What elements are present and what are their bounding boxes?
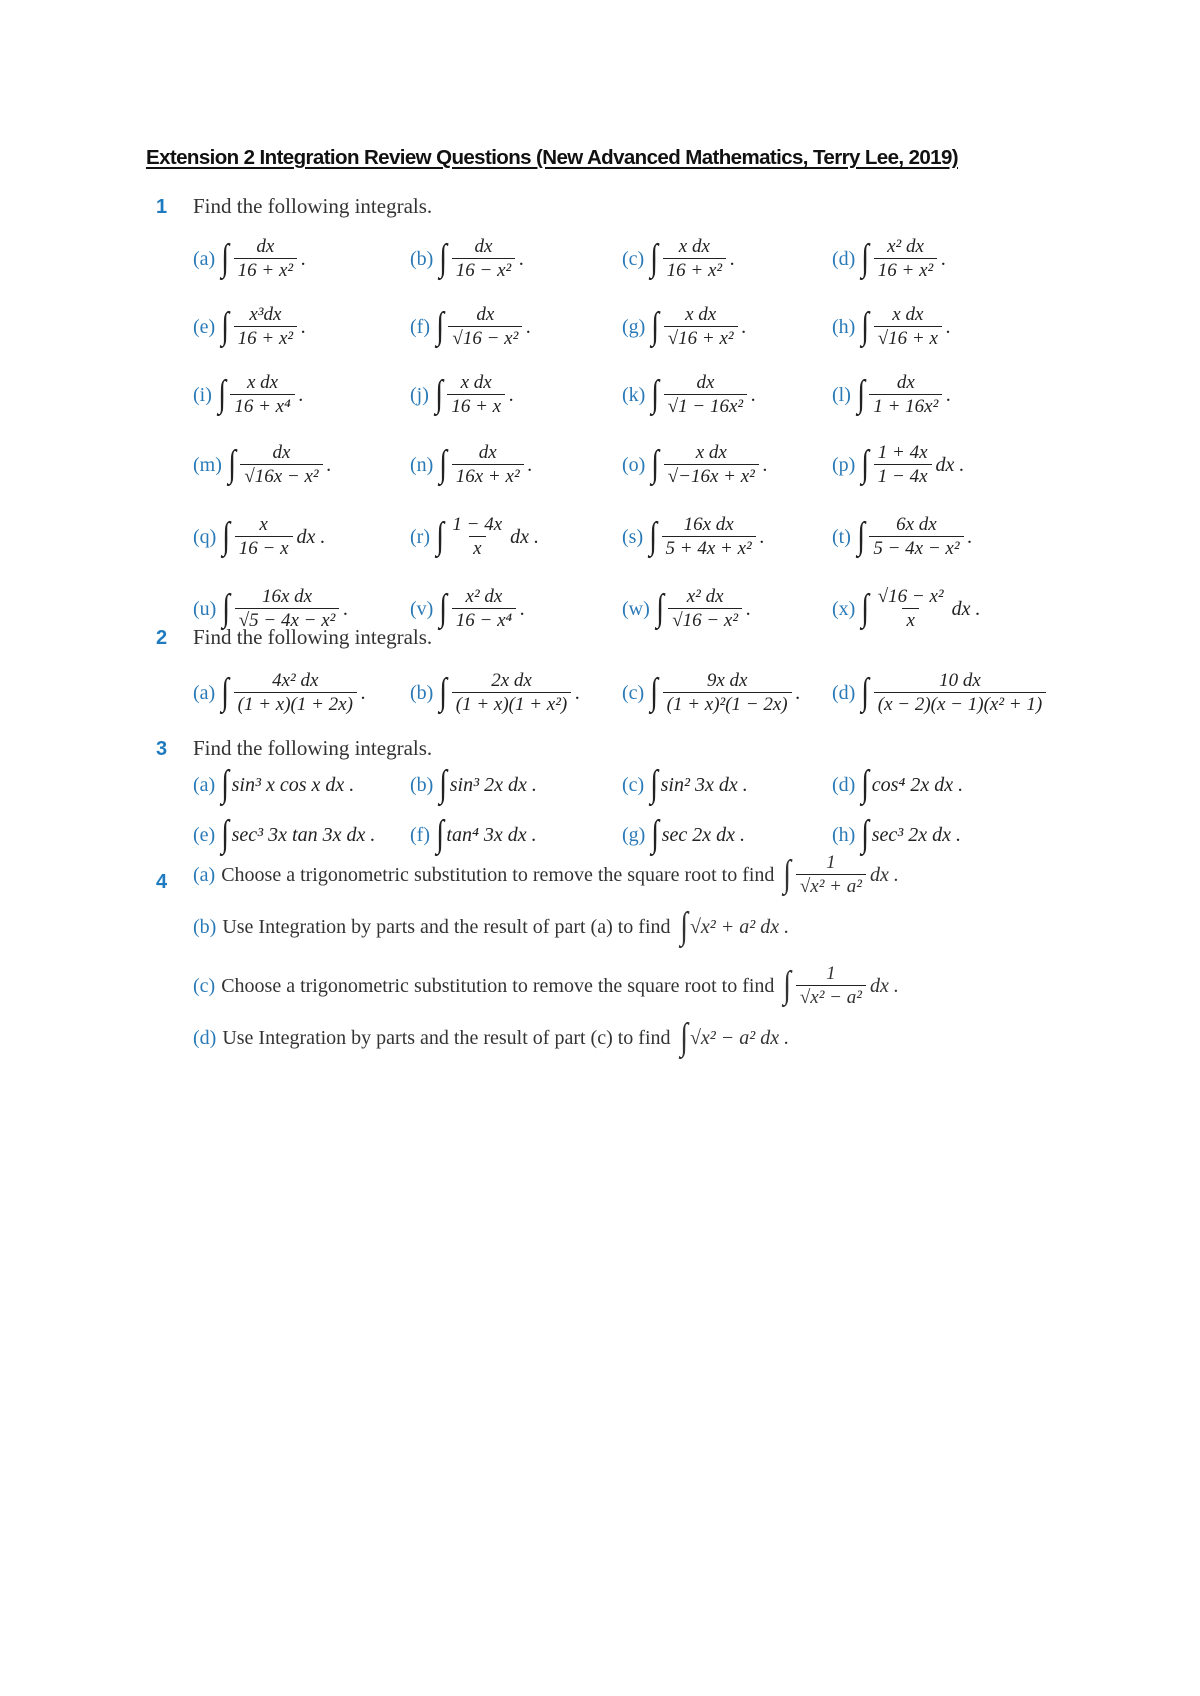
integral-item xyxy=(410,670,580,717)
denominator: 16x + x² xyxy=(452,464,524,489)
integral-item xyxy=(622,586,751,633)
integral-sign-icon: ∫ xyxy=(651,813,660,855)
fraction xyxy=(874,304,942,351)
integral-sign-icon: ∫ xyxy=(222,515,231,558)
trailing-text: . xyxy=(527,453,533,476)
trailing-text: . xyxy=(741,315,747,338)
item-label: (i) xyxy=(193,383,212,406)
integral-sign-icon: ∫ xyxy=(221,305,230,348)
trailing-text: . xyxy=(298,383,304,406)
integral-sign-icon: ∫ xyxy=(857,373,866,416)
part-label: (c) xyxy=(193,974,216,997)
trailing-text: . xyxy=(360,681,366,704)
part-text: Choose a trigonometric substitution to remove the square root to find xyxy=(221,863,775,886)
question-3-prompt: Find the following integrals. xyxy=(193,736,433,760)
fraction xyxy=(869,514,963,561)
denominator: x xyxy=(469,536,485,561)
item-label: (c) xyxy=(622,773,645,796)
integrand: cos⁴ 2x dx . xyxy=(871,773,964,796)
integral-sign-icon: ∫ xyxy=(861,813,870,855)
integral-sign-icon: ∫ xyxy=(218,373,227,416)
item-label: (l) xyxy=(832,383,851,406)
integrand: sec³ 2x dx . xyxy=(871,823,962,846)
item-label: (a) xyxy=(193,773,216,796)
item-label: (g) xyxy=(622,315,646,338)
integral-item xyxy=(622,372,756,419)
integral-sign-icon: ∫ xyxy=(221,671,230,714)
numerator: 16x dx xyxy=(262,586,313,607)
denominator: √5 − 4x − x² xyxy=(235,608,340,633)
item-label: (j) xyxy=(410,383,429,406)
denominator: √16 − x² xyxy=(668,608,742,633)
integral-sign-icon: ∫ xyxy=(439,443,448,486)
integral-item xyxy=(832,236,946,283)
numerator: 1 + 4x xyxy=(877,442,928,463)
question-2-number: 2 xyxy=(156,627,168,649)
item-label: (b) xyxy=(410,681,434,704)
integral-sign-icon: ∫ xyxy=(783,964,792,1007)
integrand: √x² + a² dx . xyxy=(689,915,790,938)
trailing-text: . xyxy=(795,681,801,704)
fraction xyxy=(234,236,297,283)
trailing-text: . xyxy=(759,525,765,548)
fraction xyxy=(663,670,792,717)
page-title: Extension 2 Integration Review Questions (New Advanced Mathematics, Terry Lee, 2019) xyxy=(146,146,959,169)
item-label: (f) xyxy=(410,823,430,846)
fraction xyxy=(796,852,866,899)
numerator: √16 − x² xyxy=(877,586,944,607)
fraction xyxy=(874,236,937,283)
numerator: dx xyxy=(478,442,497,463)
trailing-text: . xyxy=(946,383,952,406)
integral-item xyxy=(193,372,304,419)
trailing-text: . xyxy=(751,383,757,406)
item-label: (d) xyxy=(832,247,856,270)
fraction xyxy=(668,586,742,633)
fraction xyxy=(662,514,756,561)
integral-sign-icon: ∫ xyxy=(222,587,231,630)
item-label: (p) xyxy=(832,453,856,476)
numerator: dx xyxy=(272,442,291,463)
question-4-part xyxy=(193,963,899,1010)
item-label: (k) xyxy=(622,383,646,406)
fraction xyxy=(448,514,506,561)
denominator: 16 + x² xyxy=(663,258,726,283)
integral-sign-icon: ∫ xyxy=(651,443,660,486)
question-2-prompt: Find the following integrals. xyxy=(193,625,433,649)
integral-sign-icon: ∫ xyxy=(649,515,658,558)
integral-item xyxy=(410,514,539,561)
integral-sign-icon: ∫ xyxy=(436,813,445,855)
denominator: √x² + a² xyxy=(796,874,866,899)
denominator: 16 + x xyxy=(447,394,505,419)
fraction xyxy=(874,670,1046,717)
integral-item xyxy=(193,236,306,283)
trailing-text: dx . xyxy=(296,525,326,548)
numerator: x dx xyxy=(678,236,710,257)
integral-item xyxy=(410,813,537,855)
part-label: (a) xyxy=(193,863,216,886)
integral-sign-icon: ∫ xyxy=(656,587,664,630)
item-label: (u) xyxy=(193,597,217,620)
item-label: (b) xyxy=(410,773,434,796)
trailing-text: . xyxy=(343,597,349,620)
item-label: (v) xyxy=(410,597,434,620)
fraction xyxy=(874,442,932,489)
fraction xyxy=(664,442,759,489)
numerator: 1 xyxy=(826,963,836,984)
integral-item xyxy=(832,372,951,419)
fraction xyxy=(452,236,515,283)
integral-sign-icon: ∫ xyxy=(861,587,870,630)
integral-sign-icon: ∫ xyxy=(439,587,448,630)
numerator: 4x² dx xyxy=(272,670,319,691)
denominator: 16 + x² xyxy=(234,258,297,283)
integrand: tan⁴ 3x dx . xyxy=(446,823,537,846)
denominator: 1 − 4x xyxy=(874,464,932,489)
integral-item xyxy=(410,372,514,419)
item-label: (c) xyxy=(622,681,645,704)
fraction xyxy=(234,670,357,717)
item-label: (c) xyxy=(622,247,645,270)
integrand: √x² − a² dx . xyxy=(689,1026,790,1049)
fraction xyxy=(448,304,522,351)
denominator: (1 + x)(1 + 2x) xyxy=(234,692,357,717)
item-label: (w) xyxy=(622,597,650,620)
item-label: (r) xyxy=(410,525,430,548)
integrand: sec³ 3x tan 3x dx . xyxy=(231,823,376,846)
item-label: (d) xyxy=(832,773,856,796)
integrand: sin³ x cos x dx . xyxy=(231,773,355,796)
integral-item xyxy=(622,813,746,855)
item-label: (e) xyxy=(193,315,216,338)
numerator: x² dx xyxy=(887,236,924,257)
integral-sign-icon: ∫ xyxy=(650,763,659,805)
numerator: 9x dx xyxy=(706,670,748,691)
integrand: sin² 3x dx . xyxy=(660,773,748,796)
trailing-text: . xyxy=(301,247,307,270)
trailing-text: . xyxy=(520,597,526,620)
question-4-part xyxy=(193,852,899,899)
item-label: (s) xyxy=(622,525,644,548)
integral-item xyxy=(622,670,801,717)
integral-item xyxy=(832,586,981,633)
fraction xyxy=(447,372,505,419)
trailing-text: . xyxy=(967,525,973,548)
integral-sign-icon: ∫ xyxy=(861,305,870,348)
integral-sign-icon: ∫ xyxy=(439,671,448,714)
denominator: √x² − a² xyxy=(796,985,866,1010)
denominator: √16 + x xyxy=(874,326,942,351)
integral-sign-icon: ∫ xyxy=(651,373,660,416)
numerator: 16x dx xyxy=(683,514,734,535)
numerator: dx xyxy=(256,236,275,257)
item-label: (f) xyxy=(410,315,430,338)
integral-item xyxy=(410,304,531,351)
part-label: (b) xyxy=(193,915,217,938)
fraction xyxy=(452,670,572,717)
integral-item xyxy=(622,236,735,283)
part-label: (d) xyxy=(193,1026,217,1049)
integral-sign-icon: ∫ xyxy=(861,443,870,486)
fraction xyxy=(452,442,524,489)
integral-sign-icon: ∫ xyxy=(436,515,445,558)
numerator: x³dx xyxy=(249,304,282,325)
integral-item xyxy=(832,514,973,561)
trailing-text: . xyxy=(519,247,525,270)
trailing-text: . xyxy=(945,315,951,338)
integral-sign-icon: ∫ xyxy=(436,305,445,348)
integral-sign-icon: ∫ xyxy=(650,671,659,714)
fraction xyxy=(874,586,948,633)
trailing-text: dx . xyxy=(510,525,540,548)
trailing-text: dx . xyxy=(935,453,965,476)
integral-sign-icon: ∫ xyxy=(439,763,448,805)
integral-sign-icon: ∫ xyxy=(439,237,448,280)
trailing-text: dx . xyxy=(951,597,981,620)
trailing-text: . xyxy=(762,453,768,476)
integral-item xyxy=(832,813,962,855)
numerator: 1 − 4x xyxy=(452,514,503,535)
integral-sign-icon: ∫ xyxy=(435,373,444,416)
numerator: dx xyxy=(474,236,493,257)
integral-item xyxy=(193,514,325,561)
integral-item xyxy=(832,442,964,489)
numerator: 1 xyxy=(826,852,836,873)
denominator: 16 − x xyxy=(235,536,293,561)
numerator: x dx xyxy=(685,304,717,325)
integral-item xyxy=(410,763,537,805)
numerator: dx xyxy=(696,372,715,393)
part-text: Choose a trigonometric substitution to remove the square root to find xyxy=(221,974,775,997)
denominator: 16 + x² xyxy=(234,326,297,351)
trailing-text: . xyxy=(746,597,752,620)
question-1-prompt: Find the following integrals. xyxy=(193,194,433,218)
trailing-text: . xyxy=(509,383,515,406)
fraction xyxy=(796,963,866,1010)
trailing-text: dx . xyxy=(869,974,899,997)
integral-sign-icon: ∫ xyxy=(221,237,230,280)
fraction xyxy=(664,372,747,419)
item-label: (x) xyxy=(832,597,856,620)
numerator: 10 dx xyxy=(939,670,981,691)
fraction xyxy=(240,442,322,489)
item-label: (h) xyxy=(832,823,856,846)
denominator: 16 + x² xyxy=(874,258,937,283)
trailing-text: . xyxy=(301,315,307,338)
denominator: (1 + x)(1 + x²) xyxy=(452,692,572,717)
item-label: (e) xyxy=(193,823,216,846)
integral-sign-icon: ∫ xyxy=(857,515,866,558)
denominator: 16 − x² xyxy=(452,258,515,283)
integral-sign-icon: ∫ xyxy=(650,237,659,280)
integral-item xyxy=(410,236,524,283)
numerator: x dx xyxy=(892,304,924,325)
denominator: √16x − x² xyxy=(240,464,322,489)
fraction xyxy=(234,304,297,351)
denominator: 5 + 4x + x² xyxy=(662,536,756,561)
fraction xyxy=(664,304,738,351)
integral-item xyxy=(622,763,748,805)
denominator: √16 − x² xyxy=(448,326,522,351)
trailing-text: dx . xyxy=(869,863,899,886)
trailing-text: . xyxy=(730,247,736,270)
integral-item xyxy=(832,670,1048,717)
item-label: (a) xyxy=(193,247,216,270)
item-label: (b) xyxy=(410,247,434,270)
numerator: x dx xyxy=(246,372,279,393)
question-4-part xyxy=(193,905,790,947)
integral-item xyxy=(193,670,366,717)
item-label: (h) xyxy=(832,315,856,338)
question-1-number: 1 xyxy=(156,196,168,218)
item-label: (t) xyxy=(832,525,851,548)
fraction xyxy=(230,372,294,419)
trailing-text: . xyxy=(526,315,532,338)
denominator: √1 − 16x² xyxy=(664,394,747,419)
integral-item xyxy=(622,514,765,561)
numerator: x² dx xyxy=(686,586,724,607)
item-label: (g) xyxy=(622,823,646,846)
fraction xyxy=(452,586,516,633)
item-label: (o) xyxy=(622,453,646,476)
fraction xyxy=(235,514,293,561)
fraction xyxy=(869,372,942,419)
trailing-text: . xyxy=(941,247,947,270)
numerator: 2x dx xyxy=(491,670,532,691)
item-label: (a) xyxy=(193,681,216,704)
numerator: dx xyxy=(896,372,915,393)
integral-sign-icon: ∫ xyxy=(861,671,870,714)
integral-sign-icon: ∫ xyxy=(228,443,237,486)
part-text: Use Integration by parts and the result of part (a) to find xyxy=(222,915,671,938)
integrand: sec 2x dx . xyxy=(661,823,746,846)
item-label: (n) xyxy=(410,453,434,476)
integral-sign-icon: ∫ xyxy=(221,813,230,855)
trailing-text: . xyxy=(326,453,332,476)
question-4-part xyxy=(193,1016,790,1058)
denominator: x xyxy=(902,608,918,633)
part-text: Use Integration by parts and the result of part (c) to find xyxy=(222,1026,671,1049)
question-3-number: 3 xyxy=(156,738,168,760)
integrand: sin³ 2x dx . xyxy=(449,773,537,796)
trailing-text: . xyxy=(575,681,581,704)
integral-item xyxy=(193,442,332,489)
integral-item xyxy=(410,442,533,489)
integral-item xyxy=(832,304,951,351)
numerator: x² dx xyxy=(465,586,503,607)
numerator: x dx xyxy=(460,372,492,393)
denominator: √−16x + x² xyxy=(664,464,759,489)
denominator: 1 + 16x² xyxy=(869,394,942,419)
integral-item xyxy=(832,763,964,805)
fraction xyxy=(663,236,726,283)
integral-sign-icon: ∫ xyxy=(861,237,870,280)
integral-item xyxy=(622,304,747,351)
integral-sign-icon: ∫ xyxy=(679,1016,688,1058)
integral-sign-icon: ∫ xyxy=(679,905,688,947)
question-4-number: 4 xyxy=(156,871,168,893)
integral-item xyxy=(622,442,768,489)
integral-sign-icon: ∫ xyxy=(651,305,660,348)
denominator: 5 − 4x − x² xyxy=(869,536,963,561)
item-label: (m) xyxy=(193,453,222,476)
numerator: x xyxy=(259,514,268,535)
item-label: (d) xyxy=(832,681,856,704)
numerator: x dx xyxy=(695,442,727,463)
denominator: (1 + x)²(1 − 2x) xyxy=(663,692,792,717)
denominator: (x − 2)(x − 1)(x² + 1) xyxy=(874,692,1046,717)
integral-sign-icon: ∫ xyxy=(783,853,792,896)
integral-item xyxy=(193,304,306,351)
integral-item xyxy=(193,763,355,805)
item-label: (q) xyxy=(193,525,217,548)
numerator: 6x dx xyxy=(896,514,937,535)
integral-item xyxy=(193,813,376,855)
numerator: dx xyxy=(476,304,495,325)
denominator: 16 + x⁴ xyxy=(230,394,294,419)
denominator: √16 + x² xyxy=(664,326,738,351)
integral-sign-icon: ∫ xyxy=(861,763,870,805)
integral-sign-icon: ∫ xyxy=(221,763,230,805)
denominator: 16 − x⁴ xyxy=(452,608,516,633)
